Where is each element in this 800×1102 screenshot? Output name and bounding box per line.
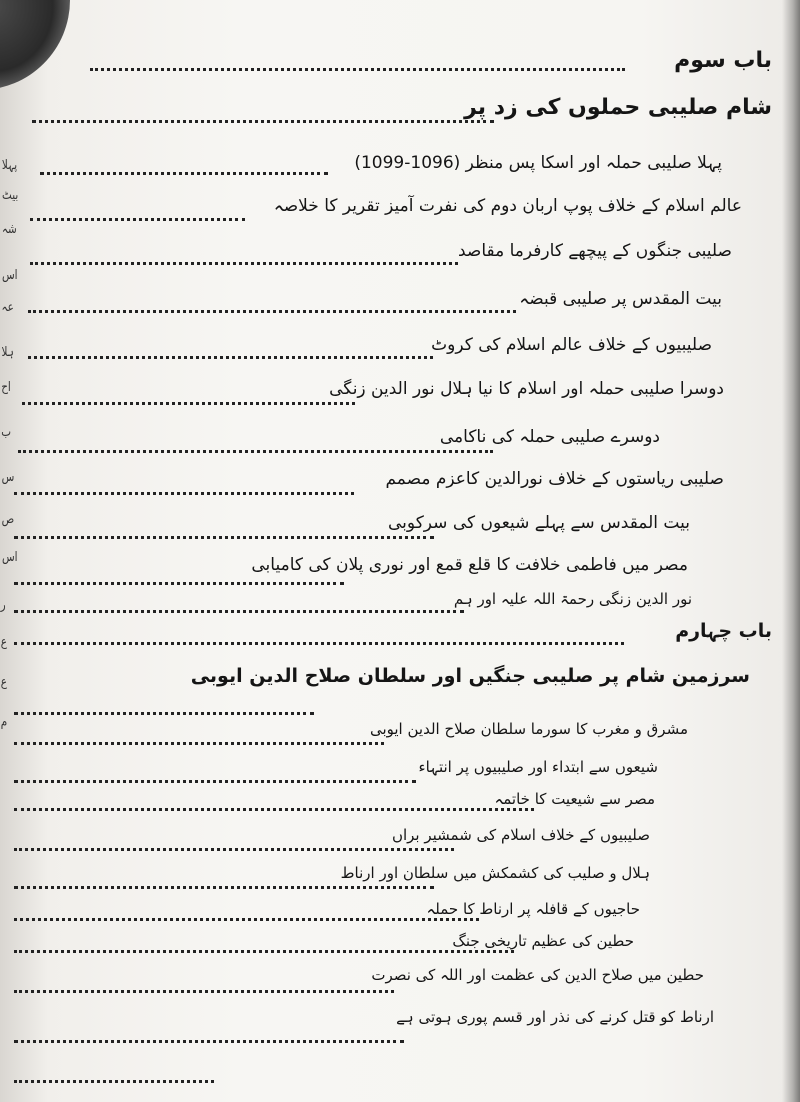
toc-entry: شیعوں سے ابتداء اور صلیبیوں پر انتہاء bbox=[418, 758, 658, 776]
prev-page-fragment: ب bbox=[1, 425, 12, 440]
prev-page-fragment: ر bbox=[0, 598, 6, 613]
toc-entry: بیت المقدس سے پہلے شیعوں کی سرکوبی bbox=[388, 513, 690, 533]
toc-entry: صلیبیوں کے خلاف عالم اسلام کی کروٹ bbox=[431, 335, 712, 355]
dotted-leader bbox=[14, 918, 479, 921]
dotted-leader bbox=[14, 610, 464, 613]
dotted-leader bbox=[14, 780, 416, 783]
toc-entry: عالم اسلام کے خلاف پوپ اربان دوم کی نفرت آمیز تقریر کا خلاصہ bbox=[273, 196, 742, 216]
dotted-leader bbox=[90, 68, 625, 71]
dotted-leader bbox=[14, 742, 384, 745]
toc-entry: ارناط کو قتل کرنے کی نذر اور قسم پوری ہوتی ہے bbox=[396, 1008, 714, 1026]
dotted-leader bbox=[32, 120, 494, 123]
dotted-leader bbox=[14, 492, 354, 495]
toc-entry: حطین کی عظیم تاریخی جنگ bbox=[452, 932, 634, 950]
toc-entry: مشرق و مغرب کا سورما سلطان صلاح الدین ایوبی bbox=[369, 720, 688, 738]
toc-entry: نور الدین زنگی رحمۃ اللہ علیہ اور ہم bbox=[453, 590, 692, 608]
toc-entry: حاجیوں کے قافلہ پر ارناط کا حملہ bbox=[426, 900, 640, 918]
dotted-leader bbox=[14, 990, 394, 993]
prev-page-fragment: م bbox=[0, 715, 8, 730]
chapter-3-heading: باب سوم bbox=[674, 48, 772, 73]
dotted-leader bbox=[14, 848, 454, 851]
dotted-leader bbox=[30, 218, 245, 221]
dotted-leader bbox=[14, 582, 344, 585]
prev-page-fragment: ع bbox=[0, 635, 7, 650]
toc-entry: حطین میں صلاح الدین کی عظمت اور اللہ کی نصرت bbox=[371, 966, 704, 984]
toc-entry: دوسرا صلیبی حملہ اور اسلام کا نیا ہلال نور الدین زنگی bbox=[329, 379, 724, 399]
dotted-leader bbox=[14, 808, 534, 811]
toc-entry: مصر میں فاطمی خلافت کا قلع قمع اور نوری پلان کی کامیابی bbox=[251, 555, 688, 575]
prev-page-fragment: عہ bbox=[1, 300, 14, 315]
toc-entry: پہلا صلیبی حملہ اور اسکا پس منظر (1096-1099) bbox=[354, 153, 722, 173]
dotted-leader bbox=[14, 950, 514, 953]
chapter-4-title: سرزمین شام پر صلیبی جنگیں اور سلطان صلاح الدین ایوبی bbox=[190, 665, 750, 687]
dotted-leader bbox=[30, 262, 458, 265]
prev-page-fragment: س bbox=[1, 470, 15, 485]
prev-page-fragment: ص bbox=[1, 512, 15, 527]
toc-entry: ہلال و صلیب کی کشمکش میں سلطان اور ارناط bbox=[340, 864, 650, 882]
prev-page-fragment: شہ bbox=[1, 222, 17, 237]
dotted-leader bbox=[14, 642, 624, 645]
prev-page-fragment: ع bbox=[0, 675, 7, 690]
toc-entry: صلیبی ریاستوں کے خلاف نورالدین کاعزم مصمم bbox=[385, 469, 724, 489]
prev-page-fragment: اس bbox=[1, 268, 18, 283]
toc-entry: صلیبیوں کے خلاف اسلام کی شمشیر براں bbox=[391, 826, 650, 844]
prev-page-fragment: اح bbox=[1, 380, 11, 395]
prev-page-fragment: اس bbox=[1, 550, 18, 565]
dotted-leader bbox=[18, 450, 493, 453]
toc-entry: بیت المقدس پر صلیبی قبضہ bbox=[519, 289, 722, 309]
dotted-leader bbox=[14, 1080, 214, 1083]
page-corner-shadow bbox=[0, 0, 70, 90]
dotted-leader bbox=[40, 172, 328, 175]
previous-page-edge bbox=[0, 140, 19, 1040]
dotted-leader bbox=[14, 1040, 404, 1043]
dotted-leader bbox=[28, 310, 516, 313]
dotted-leader bbox=[14, 886, 434, 889]
binding-shadow bbox=[782, 0, 800, 1102]
chapter-3-title: شام صلیبی حملوں کی زد پر bbox=[464, 95, 772, 120]
dotted-leader bbox=[28, 356, 433, 359]
toc-entry: صلیبی جنگوں کے پیچھے کارفرما مقاصد bbox=[457, 241, 732, 261]
chapter-4-heading: باب چہارم bbox=[675, 620, 772, 642]
prev-page-fragment: ہلا bbox=[1, 345, 14, 360]
dotted-leader bbox=[14, 712, 314, 715]
prev-page-fragment: پہلا bbox=[1, 158, 18, 173]
dotted-leader bbox=[14, 536, 434, 539]
toc-entry: مصر سے شیعیت کا خاتمہ bbox=[494, 790, 655, 808]
toc-entry: دوسرے صلیبی حملہ کی ناکامی bbox=[439, 427, 660, 447]
prev-page-fragment: بیٹ bbox=[2, 188, 19, 203]
dotted-leader bbox=[22, 402, 355, 405]
